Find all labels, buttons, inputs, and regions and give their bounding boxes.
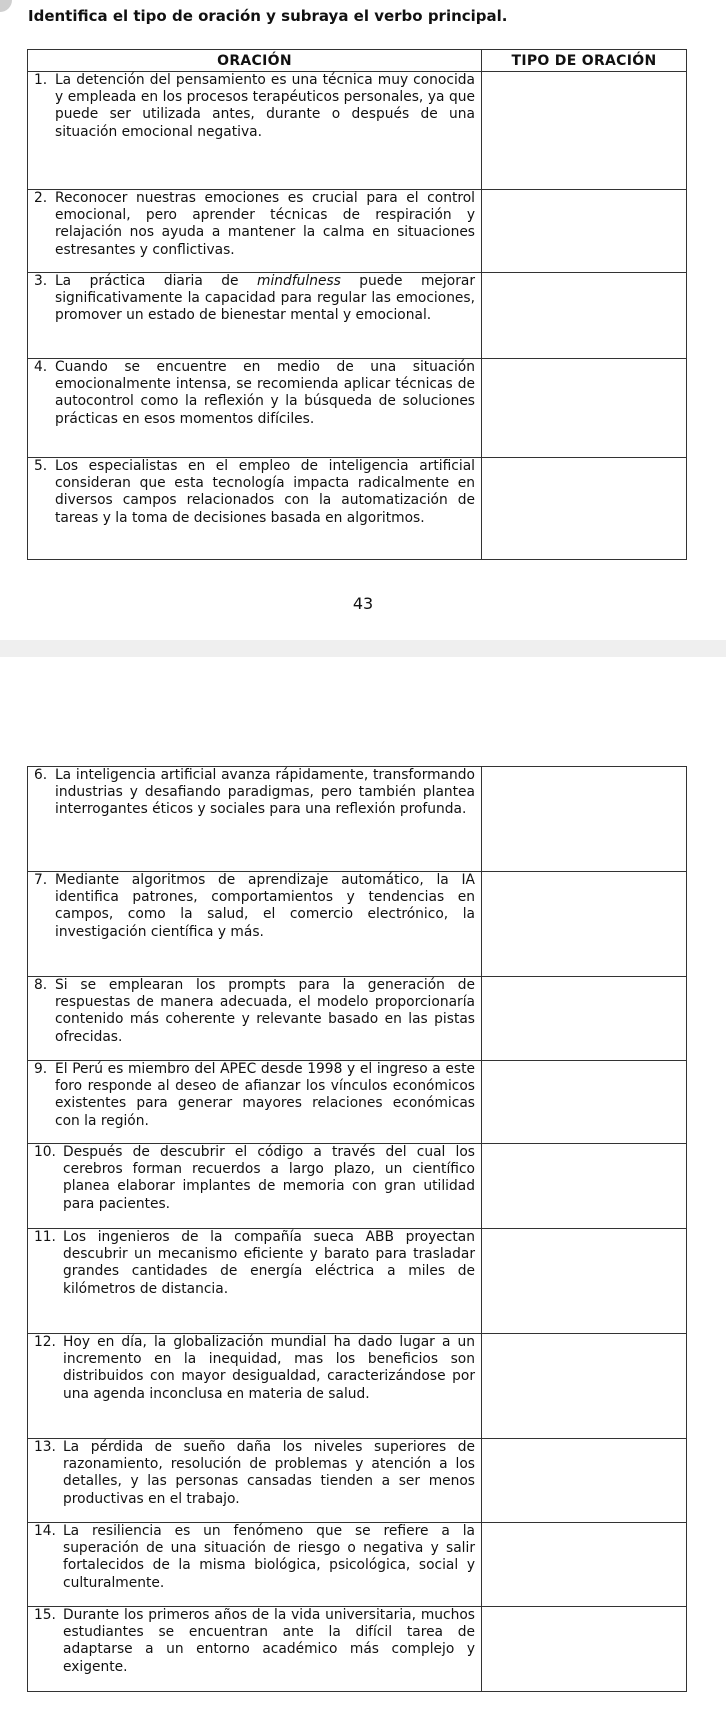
sentence-cell bbox=[28, 1607, 482, 1692]
sentence-text-part: La práctica diaria de bbox=[55, 273, 257, 289]
worksheet-page-44 bbox=[0, 657, 726, 1720]
type-answer-cell[interactable] bbox=[482, 1523, 687, 1607]
sentence-number: 15. bbox=[34, 1607, 56, 1623]
sentence-number: 2. bbox=[34, 190, 48, 206]
sentence-cell bbox=[28, 359, 482, 458]
type-answer-cell[interactable] bbox=[482, 1061, 687, 1144]
table-row bbox=[28, 1334, 687, 1439]
table-row bbox=[28, 458, 687, 560]
sentence-number: 1. bbox=[34, 72, 48, 88]
type-answer-cell[interactable] bbox=[482, 872, 687, 977]
sentence-table-page-2 bbox=[27, 766, 687, 1692]
table-row bbox=[28, 1061, 687, 1144]
sentence-number: 5. bbox=[34, 458, 48, 474]
sentence-number: 3. bbox=[34, 273, 48, 289]
sentence-number: 11. bbox=[34, 1229, 56, 1245]
table-row bbox=[28, 1144, 687, 1229]
sentence-text-emphasis: mindfulness bbox=[257, 273, 341, 289]
header-type: TIPO DE ORACIÓN bbox=[482, 50, 687, 72]
sentence-text: Hoy en día, la globalización mundial ha dado lugar a un incremento en la inequidad, mas los beneficios son distribuidos con mayor desigualdad, caracterizándose por una agenda inconclusa en materia de salud. bbox=[63, 1334, 475, 1402]
sentence-number: 12. bbox=[34, 1334, 56, 1350]
sentence-cell bbox=[28, 872, 482, 977]
type-answer-cell[interactable] bbox=[482, 1439, 687, 1523]
type-answer-cell[interactable] bbox=[482, 977, 687, 1061]
sentence-cell bbox=[28, 1439, 482, 1523]
sentence-text: Los ingenieros de la compañía sueca ABB proyectan descubrir un mecanismo eficiente y barato para trasladar grandes cantidades de energía eléctrica a miles de kilómetros de distancia. bbox=[63, 1229, 475, 1297]
table-row bbox=[28, 1607, 687, 1692]
sentence-number: 14. bbox=[34, 1523, 56, 1539]
page-number: 43 bbox=[352, 594, 374, 613]
sentence-text: Reconocer nuestras emociones es crucial para el control emocional, pero aprender técnicas de respiración y relajación nos ayuda a mantener la calma en situaciones estresantes y conflictivas. bbox=[55, 190, 475, 258]
table-row bbox=[28, 977, 687, 1061]
table-row bbox=[28, 1523, 687, 1607]
sentence-text-part: puede mejorar significativamente la capacidad para regular las emociones, promover un estado de bienestar mental y emocional. bbox=[55, 273, 475, 324]
sentence-text: La detención del pensamiento es una técnica muy conocida y empleada en los procesos terapéuticos personales, ya que puede ser utilizada antes, durante o después de una situación emocional negativa. bbox=[55, 72, 475, 140]
type-answer-cell[interactable] bbox=[482, 190, 687, 273]
sentence-cell bbox=[28, 72, 482, 190]
table-row bbox=[28, 1439, 687, 1523]
type-answer-cell[interactable] bbox=[482, 1144, 687, 1229]
table-row bbox=[28, 1229, 687, 1334]
sentence-number: 13. bbox=[34, 1439, 56, 1455]
sentence-number: 8. bbox=[34, 977, 48, 993]
table-header-row bbox=[28, 50, 687, 72]
type-answer-cell[interactable] bbox=[482, 458, 687, 560]
type-answer-cell[interactable] bbox=[482, 72, 687, 190]
table-row bbox=[28, 72, 687, 190]
type-answer-cell[interactable] bbox=[482, 767, 687, 872]
sentence-text: El Perú es miembro del APEC desde 1998 y el ingreso a este foro responde al deseo de afianzar los vínculos económicos existentes para generar mayores relaciones económicas con la región. bbox=[55, 1061, 475, 1129]
type-answer-cell[interactable] bbox=[482, 1229, 687, 1334]
sentence-text: La resiliencia es un fenómeno que se refiere a la superación de una situación de riesgo o negativa y salir fortalecidos de la misma biológica, psicológica, social y culturalmente. bbox=[63, 1523, 475, 1591]
sentence-number: 7. bbox=[34, 872, 48, 888]
sentence-cell bbox=[28, 977, 482, 1061]
type-answer-cell[interactable] bbox=[482, 359, 687, 458]
worksheet-page-43 bbox=[0, 0, 726, 640]
sentence-cell bbox=[28, 1229, 482, 1334]
sentence-table-page-1 bbox=[27, 49, 687, 560]
sentence-text: Después de descubrir el código a través del cual los cerebros forman recuerdos a largo plazo, un científico planea elaborar implantes de memoria con gran utilidad para pacientes. bbox=[63, 1144, 475, 1212]
sentence-number: 6. bbox=[34, 767, 48, 783]
table-row bbox=[28, 359, 687, 458]
sentence-text: Si se emplearan los prompts para la generación de respuestas de manera adecuada, el modelo proporcionaría contenido más coherente y relevante basado en las pistas ofrecidas. bbox=[55, 977, 475, 1045]
instruction-text: Identifica el tipo de oración y subraya el verbo principal. bbox=[28, 7, 508, 25]
sentence-text bbox=[55, 273, 475, 325]
sentence-text: Cuando se encuentre en medio de una situación emocionalmente intensa, se recomienda aplicar técnicas de autocontrol como la reflexión y la búsqueda de soluciones prácticas en esos momentos difíciles. bbox=[55, 359, 475, 427]
table-row bbox=[28, 273, 687, 359]
type-answer-cell[interactable] bbox=[482, 1334, 687, 1439]
sentence-cell bbox=[28, 767, 482, 872]
table-row bbox=[28, 767, 687, 872]
header-sentence: ORACIÓN bbox=[28, 50, 482, 72]
sentence-number: 10. bbox=[34, 1144, 56, 1160]
type-answer-cell[interactable] bbox=[482, 273, 687, 359]
page-separator bbox=[0, 640, 726, 657]
sentence-cell bbox=[28, 273, 482, 359]
sentence-text: Mediante algoritmos de aprendizaje automático, la IA identifica patrones, comportamientos y tendencias en campos, como la salud, el comercio electrónico, la investigación científica y más. bbox=[55, 872, 475, 940]
sentence-cell bbox=[28, 1334, 482, 1439]
sentence-cell bbox=[28, 1144, 482, 1229]
sentence-cell bbox=[28, 1523, 482, 1607]
table-row bbox=[28, 190, 687, 273]
table-row bbox=[28, 872, 687, 977]
sentence-cell bbox=[28, 1061, 482, 1144]
sentence-text: Durante los primeros años de la vida universitaria, muchos estudiantes se encuentran ante la difícil tarea de adaptarse a un entorno académico más complejo y exigente. bbox=[63, 1607, 475, 1675]
sentence-number: 9. bbox=[34, 1061, 48, 1077]
sentence-text: La pérdida de sueño daña los niveles superiores de razonamiento, resolución de problemas y atención a los detalles, y las personas cansadas tienden a ser menos productivas en el trabajo. bbox=[63, 1439, 475, 1507]
sentence-cell bbox=[28, 458, 482, 560]
sentence-text: La inteligencia artificial avanza rápidamente, transformando industrias y desafiando paradigmas, pero también plantea interrogantes éticos y sociales para una reflexión profunda. bbox=[55, 767, 475, 818]
sentence-text: Los especialistas en el empleo de inteligencia artificial consideran que esta tecnología impacta radicalmente en diversos campos relacionados con la automatización de tareas y la toma de decisiones basada en algoritmos. bbox=[55, 458, 475, 526]
type-answer-cell[interactable] bbox=[482, 1607, 687, 1692]
sentence-cell bbox=[28, 190, 482, 273]
sentence-number: 4. bbox=[34, 359, 48, 375]
